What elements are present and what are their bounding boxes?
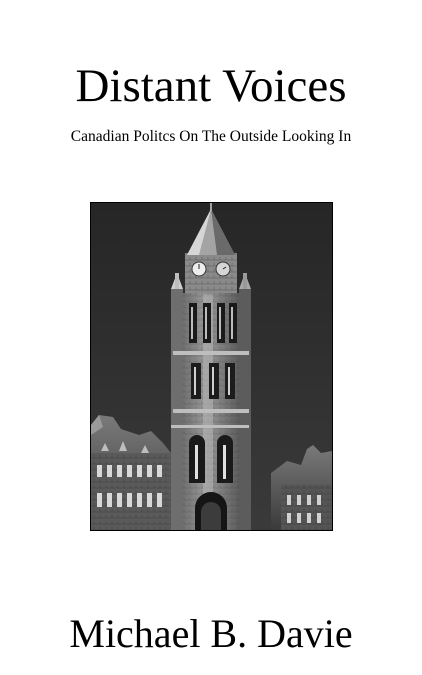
book-subtitle: Canadian Politcs On The Outside Looking In [70,128,352,145]
book-author: Michael B. Davie [69,611,353,656]
book-title: Distant Voices [75,60,347,112]
peace-tower-photo-icon [91,203,332,530]
cover-photo [90,202,333,531]
